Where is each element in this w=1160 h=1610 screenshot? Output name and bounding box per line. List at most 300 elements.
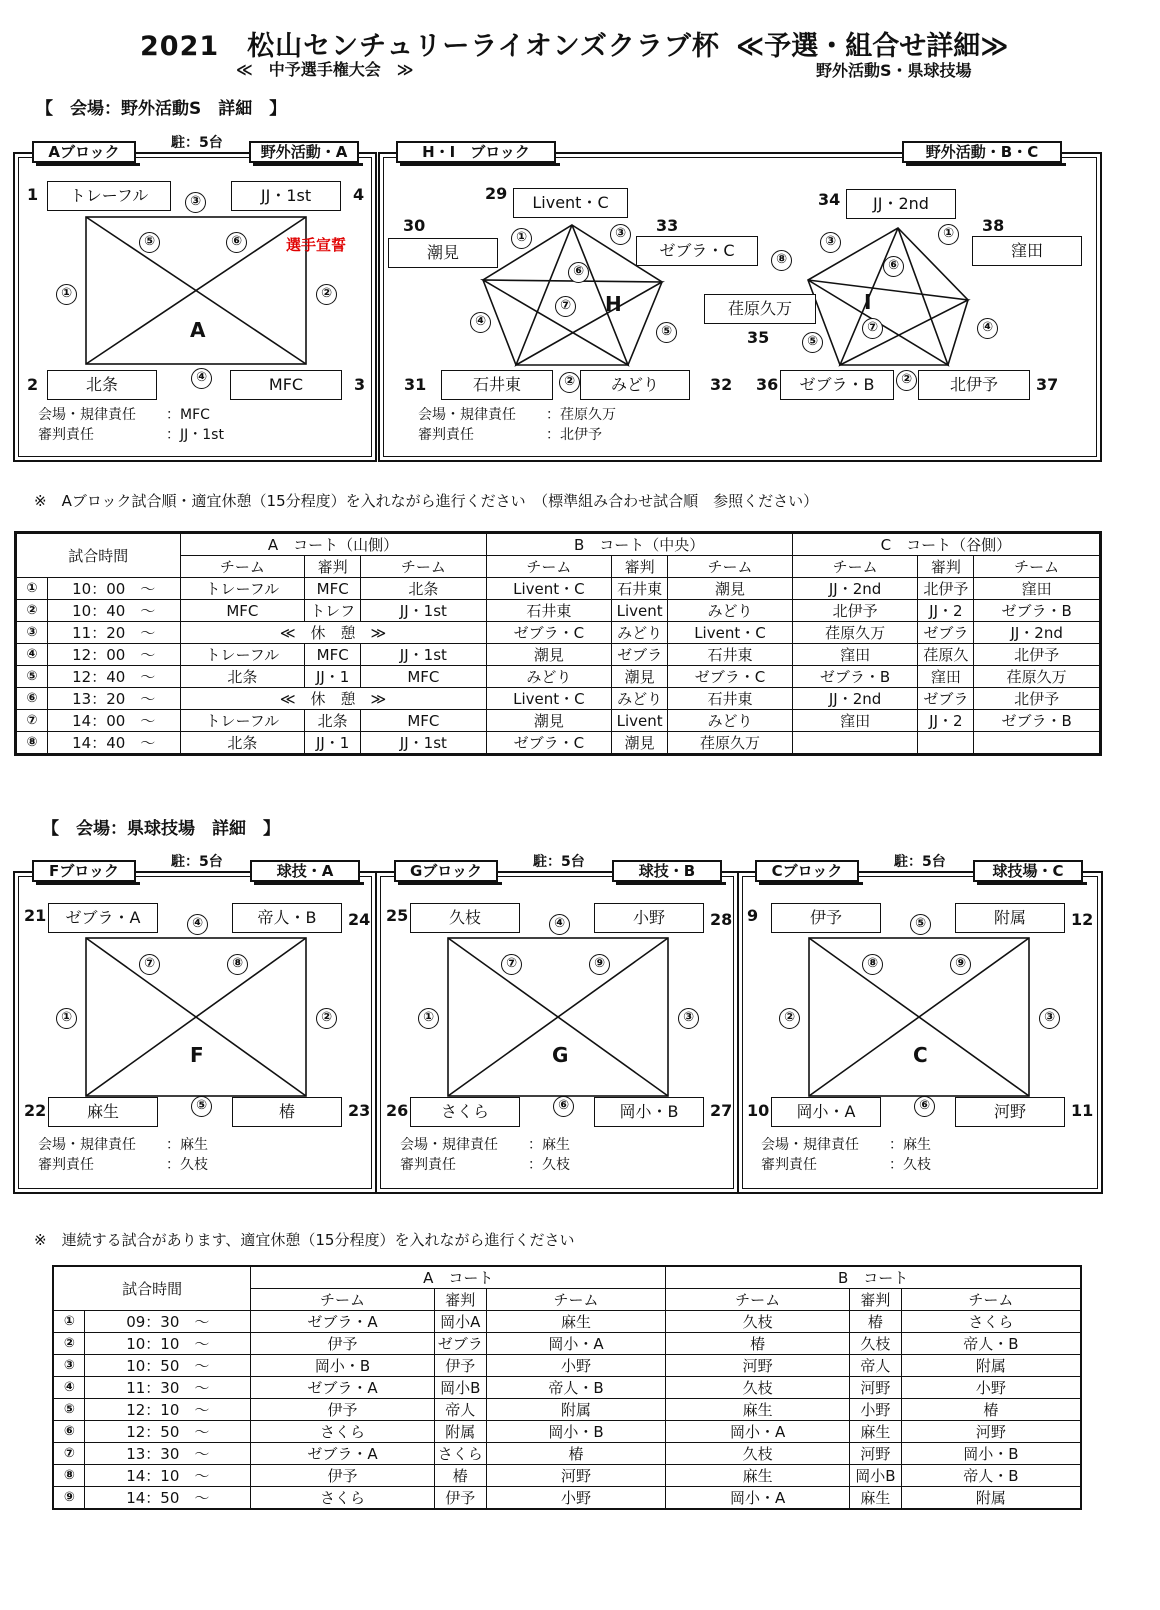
team-box: 北条 — [47, 370, 157, 400]
team-cell: 北条 — [361, 578, 486, 600]
team-number: 2 — [27, 375, 39, 394]
team-number: 38 — [982, 216, 1005, 235]
team-cell: 北伊予 — [974, 688, 1101, 710]
team-number: 11 — [1071, 1101, 1094, 1120]
block-c-court-tag: 球技場・C — [973, 860, 1083, 882]
team-number: 28 — [710, 910, 733, 929]
match-no: ① — [16, 578, 48, 600]
match-no: ⑨ — [53, 1487, 85, 1510]
match-number: ⑦ — [555, 296, 576, 317]
team-cell: MFC — [361, 710, 486, 732]
team-number: 21 — [24, 906, 47, 925]
match-time: 12：00 ～ — [47, 644, 180, 666]
team-number: 25 — [386, 906, 409, 925]
block-f-parking: 駐：5台 — [171, 854, 223, 870]
team-number: 23 — [348, 1101, 371, 1120]
team-cell: 岡小・B — [251, 1355, 435, 1377]
col-header: 審判 — [612, 556, 668, 578]
team-cell: 帝人・B — [486, 1377, 666, 1399]
col-header: チーム — [792, 556, 918, 578]
team-number: 4 — [353, 185, 365, 204]
match-number: ⑥ — [553, 1096, 574, 1117]
team-number: 22 — [24, 1101, 47, 1120]
match-no: ⑥ — [16, 688, 48, 710]
referee-cell: ゼブラ — [434, 1333, 486, 1355]
team-number: 12 — [1071, 910, 1094, 929]
court-header: B コート（中央） — [486, 533, 792, 556]
team-number: 24 — [348, 910, 371, 929]
match-no: ⑤ — [16, 666, 48, 688]
team-cell: 河野 — [486, 1465, 666, 1487]
team-box: 伊予 — [771, 903, 881, 933]
break-cell: ≪ 休 憩 ≫ — [180, 688, 486, 710]
venue1-heading: 【 会場：野外活動S 詳細 】 — [36, 99, 287, 119]
team-number: 32 — [710, 375, 733, 394]
team-cell: ゼブラ・B — [792, 666, 918, 688]
team-cell: トレーフル — [180, 710, 305, 732]
referee-cell: 北伊予 — [918, 578, 974, 600]
referee-cell: JJ・2 — [918, 710, 974, 732]
match-no: ⑥ — [53, 1421, 85, 1443]
team-box: さくら — [410, 1097, 520, 1127]
referee-cell: 麻生 — [849, 1421, 901, 1443]
court-header: C コート（谷側） — [792, 533, 1100, 556]
team-cell: Livent・C — [486, 688, 612, 710]
team-cell: 潮見 — [486, 644, 612, 666]
match-number: ④ — [470, 312, 491, 333]
team-cell: MFC — [180, 600, 305, 622]
match-no: ⑧ — [16, 732, 48, 755]
team-number: 1 — [27, 185, 39, 204]
referee-cell: 椿 — [849, 1311, 901, 1333]
page-title-right: ≪予選・組合せ詳細≫ — [736, 31, 1009, 62]
team-box: 北伊予 — [918, 370, 1030, 400]
referee-cell: 岡小B — [434, 1377, 486, 1399]
team-cell: 帝人・B — [901, 1333, 1081, 1355]
referee-cell: 麻生 — [849, 1487, 901, 1510]
match-number: ⑨ — [950, 954, 971, 975]
match-number: ② — [896, 370, 917, 391]
team-box: JJ・1st — [231, 181, 341, 211]
team-number: 35 — [747, 328, 770, 347]
match-no: ② — [16, 600, 48, 622]
team-cell: 附属 — [486, 1399, 666, 1421]
team-cell: 伊予 — [251, 1465, 435, 1487]
referee-cell: 小野 — [849, 1399, 901, 1421]
team-cell: 小野 — [486, 1355, 666, 1377]
match-number: ② — [779, 1008, 800, 1029]
referee-cell: Livent — [612, 710, 668, 732]
block-f-court-tag: 球技・A — [250, 860, 360, 882]
team-cell: 河野 — [666, 1355, 850, 1377]
team-box: ゼブラ・B — [780, 370, 894, 400]
team-cell: 岡小・A — [486, 1333, 666, 1355]
team-cell: MFC — [361, 666, 486, 688]
match-time: 10：50 ～ — [85, 1355, 251, 1377]
team-box: 麻生 — [48, 1097, 158, 1127]
team-cell: JJ・2nd — [974, 622, 1101, 644]
team-cell: 北伊予 — [974, 644, 1101, 666]
team-number: 10 — [747, 1101, 770, 1120]
referee-cell: MFC — [305, 644, 361, 666]
team-number: 30 — [403, 216, 426, 235]
team-number: 36 — [756, 375, 779, 394]
match-time: 13：20 ～ — [47, 688, 180, 710]
team-number: 33 — [656, 216, 679, 235]
match-time: 10：40 ～ — [47, 600, 180, 622]
team-box: 河野 — [955, 1097, 1065, 1127]
court-header: A コート — [251, 1266, 666, 1289]
col-header: チーム — [666, 1289, 850, 1311]
match-number: ⑦ — [139, 954, 160, 975]
match-number: ⑧ — [771, 250, 792, 271]
team-cell: みどり — [668, 710, 793, 732]
team-cell: 石井東 — [668, 688, 793, 710]
referee-cell: Livent — [612, 600, 668, 622]
referee-cell: さくら — [434, 1443, 486, 1465]
referee-cell: ゼブラ — [612, 644, 668, 666]
block-g-court-tag: 球技・B — [612, 860, 722, 882]
col-header: チーム — [974, 556, 1101, 578]
team-cell: Livent・C — [486, 578, 612, 600]
team-cell: 伊予 — [251, 1333, 435, 1355]
team-cell: さくら — [901, 1311, 1081, 1333]
team-number: 26 — [386, 1101, 409, 1120]
match-time: 09：30 ～ — [85, 1311, 251, 1333]
referee-cell: 河野 — [849, 1443, 901, 1465]
team-cell: 窪田 — [792, 644, 918, 666]
match-number: ⑦ — [862, 318, 883, 339]
team-cell: 帝人・B — [901, 1465, 1081, 1487]
team-cell: 椿 — [666, 1333, 850, 1355]
match-no: ③ — [16, 622, 48, 644]
page-title: 2021 松山センチュリーライオンズクラブ杯 — [140, 31, 720, 62]
block-g-center-label: G — [552, 1043, 569, 1067]
team-cell: ゼブラ・C — [486, 732, 612, 755]
team-cell: 伊予 — [251, 1399, 435, 1421]
referee-cell: 潮見 — [612, 666, 668, 688]
venue1-note: ※ Aブロック試合順・適宜休憩（15分程度）を入れながら進行ください （標準組み合わせ試合順 参照ください） — [34, 492, 819, 510]
match-no: ⑦ — [53, 1443, 85, 1465]
match-number: ⑥ — [568, 262, 589, 283]
team-cell: ゼブラ・A — [251, 1311, 435, 1333]
referee-cell: 荏原久 — [918, 644, 974, 666]
team-cell: ゼブラ・A — [251, 1443, 435, 1465]
referee-cell: 久枝 — [849, 1333, 901, 1355]
match-number: ③ — [678, 1008, 699, 1029]
team-cell: 荏原久万 — [974, 666, 1101, 688]
block-f-tag: Fブロック — [32, 860, 136, 882]
team-cell: 北条 — [180, 666, 305, 688]
match-number: ⑥ — [226, 232, 247, 253]
match-number: ⑥ — [914, 1096, 935, 1117]
match-number: ① — [56, 284, 77, 305]
referee-cell: 伊予 — [434, 1487, 486, 1510]
block-hi-court-tag: 野外活動・B・C — [902, 141, 1062, 163]
referee-cell: MFC — [305, 578, 361, 600]
match-time: 14：10 ～ — [85, 1465, 251, 1487]
match-number: ③ — [185, 192, 206, 213]
referee-cell: 伊予 — [434, 1355, 486, 1377]
team-box: 石井東 — [441, 370, 553, 400]
col-header: チーム — [668, 556, 793, 578]
match-no: ④ — [53, 1377, 85, 1399]
block-hi-tag: H・I ブロック — [396, 141, 556, 163]
match-number: ③ — [820, 232, 841, 253]
team-cell: Livent・C — [668, 622, 793, 644]
court-header: A コート（山側） — [180, 533, 486, 556]
team-cell: みどり — [486, 666, 612, 688]
referee-cell: みどり — [612, 622, 668, 644]
team-cell: ゼブラ・A — [251, 1377, 435, 1399]
referee-cell: 帝人 — [849, 1355, 901, 1377]
match-number: ④ — [549, 914, 570, 935]
team-cell: トレーフル — [180, 644, 305, 666]
team-cell: 岡小・B — [901, 1443, 1081, 1465]
match-time: 11：20 ～ — [47, 622, 180, 644]
team-number: 34 — [818, 190, 841, 209]
match-time: 10：00 ～ — [47, 578, 180, 600]
col-header: チーム — [486, 1289, 666, 1311]
block-i-center-label: I — [864, 290, 872, 314]
referee-cell: 帝人 — [434, 1399, 486, 1421]
team-box: 岡小・B — [594, 1097, 704, 1127]
block-g-tag: Gブロック — [394, 860, 498, 882]
team-cell: 北伊予 — [792, 600, 918, 622]
match-number: ⑥ — [883, 256, 904, 277]
team-cell: さくら — [251, 1421, 435, 1443]
team-cell: 北条 — [180, 732, 305, 755]
referee-cell: JJ・2 — [918, 600, 974, 622]
block-a-responsible: 会場・規律責任 ：MFC 審判責任 ：JJ・1st — [38, 407, 224, 443]
referee-cell: 岡小B — [849, 1465, 901, 1487]
referee-cell: 椿 — [434, 1465, 486, 1487]
match-no: ③ — [53, 1355, 85, 1377]
team-cell: 荏原久万 — [668, 732, 793, 755]
match-time: 12：40 ～ — [47, 666, 180, 688]
referee-cell: みどり — [612, 688, 668, 710]
team-cell: 石井東 — [668, 644, 793, 666]
team-number: 9 — [747, 906, 759, 925]
col-header: 審判 — [918, 556, 974, 578]
team-cell: 岡小・A — [666, 1421, 850, 1443]
match-no: ⑦ — [16, 710, 48, 732]
match-number: ⑤ — [802, 332, 823, 353]
match-time: 14：00 ～ — [47, 710, 180, 732]
referee-cell: 北条 — [305, 710, 361, 732]
team-cell: トレーフル — [180, 578, 305, 600]
referee-cell: 岡小A — [434, 1311, 486, 1333]
team-box: Livent・C — [513, 188, 628, 218]
match-no: ① — [53, 1311, 85, 1333]
block-a-court-tag: 野外活動・A — [249, 141, 359, 163]
time-header: 試合時間 — [16, 533, 181, 578]
match-time: 13：30 ～ — [85, 1443, 251, 1465]
team-cell: 窪田 — [974, 578, 1101, 600]
venue2-heading: 【 会場：県球技場 詳細 】 — [42, 819, 280, 839]
team-cell: JJ・2nd — [792, 688, 918, 710]
team-cell: JJ・1st — [361, 600, 486, 622]
match-number: ⑤ — [656, 322, 677, 343]
referee-cell: ゼブラ — [918, 622, 974, 644]
block-hi-responsible: 会場・規律責任 ：荏原久万 審判責任 ：北伊予 — [418, 407, 616, 443]
block-f-responsible: 会場・規律責任 ：麻生 審判責任 ：久枝 — [38, 1137, 208, 1173]
team-cell: 小野 — [901, 1377, 1081, 1399]
match-no: ⑤ — [53, 1399, 85, 1421]
block-c-parking: 駐：5台 — [894, 854, 946, 870]
referee-cell: 石井東 — [612, 578, 668, 600]
team-box: 椿 — [232, 1097, 342, 1127]
match-number: ⑧ — [862, 954, 883, 975]
team-box: 小野 — [594, 903, 704, 933]
team-box: 附属 — [955, 903, 1065, 933]
referee-cell: JJ・1 — [305, 732, 361, 755]
match-number: ④ — [977, 318, 998, 339]
team-cell: ゼブラ・C — [486, 622, 612, 644]
match-number: ② — [316, 284, 337, 305]
break-cell: ≪ 休 憩 ≫ — [180, 622, 486, 644]
team-box: 荏原久万 — [704, 294, 816, 324]
team-box: 帝人・B — [232, 903, 342, 933]
referee-cell: 窪田 — [918, 666, 974, 688]
col-header: チーム — [361, 556, 486, 578]
team-box: 潮見 — [388, 238, 498, 268]
team-number: 31 — [404, 375, 427, 394]
team-cell: JJ・1st — [361, 644, 486, 666]
team-number: 3 — [354, 375, 366, 394]
match-time: 12：50 ～ — [85, 1421, 251, 1443]
team-box: ゼブラ・C — [636, 236, 758, 266]
match-number: ⑤ — [139, 232, 160, 253]
col-header: 審判 — [305, 556, 361, 578]
team-cell: 小野 — [486, 1487, 666, 1510]
block-a-center-label: A — [190, 318, 206, 342]
team-cell: 久枝 — [666, 1311, 850, 1333]
team-box: みどり — [580, 370, 690, 400]
match-no: ⑧ — [53, 1465, 85, 1487]
referee-cell: ゼブラ — [918, 688, 974, 710]
team-cell: 久枝 — [666, 1443, 850, 1465]
match-number: ① — [511, 228, 532, 249]
match-number: ④ — [187, 914, 208, 935]
team-cell: 麻生 — [486, 1311, 666, 1333]
time-header: 試合時間 — [53, 1266, 251, 1311]
team-cell: 椿 — [486, 1443, 666, 1465]
team-box: 岡小・A — [771, 1097, 881, 1127]
block-h-center-label: H — [605, 292, 622, 316]
block-f-center-label: F — [190, 1043, 204, 1067]
team-cell: 石井東 — [486, 600, 612, 622]
block-a-tag: Aブロック — [32, 141, 136, 163]
team-cell: ゼブラ・B — [974, 600, 1101, 622]
match-time: 10：10 ～ — [85, 1333, 251, 1355]
team-cell: 久枝 — [666, 1377, 850, 1399]
referee-cell: 潮見 — [612, 732, 668, 755]
match-number: ⑦ — [501, 954, 522, 975]
match-time: 14：40 ～ — [47, 732, 180, 755]
team-number: 27 — [710, 1101, 733, 1120]
block-c-center-label: C — [913, 1043, 928, 1067]
referee-cell: JJ・1 — [305, 666, 361, 688]
match-time: 12：10 ～ — [85, 1399, 251, 1421]
col-header: チーム — [486, 556, 612, 578]
match-number: ② — [316, 1008, 337, 1029]
team-cell: 河野 — [901, 1421, 1081, 1443]
team-cell: みどり — [668, 600, 793, 622]
team-cell: 麻生 — [666, 1465, 850, 1487]
team-cell: 附属 — [901, 1487, 1081, 1510]
team-box: 窪田 — [972, 236, 1082, 266]
block-g-parking: 駐：5台 — [533, 854, 585, 870]
referee-cell: 附属 — [434, 1421, 486, 1443]
match-no: ④ — [16, 644, 48, 666]
page-subtitle: ≪ 中予選手権大会 ≫ — [236, 60, 414, 79]
team-cell: 潮見 — [486, 710, 612, 732]
match-no: ② — [53, 1333, 85, 1355]
venues-summary: 野外活動S・県球技場 — [816, 61, 972, 80]
match-number: ① — [56, 1008, 77, 1029]
referee-cell: 河野 — [849, 1377, 901, 1399]
team-box: JJ・2nd — [846, 189, 956, 219]
team-cell: 潮見 — [668, 578, 793, 600]
match-number: ② — [559, 372, 580, 393]
block-c-responsible: 会場・規律責任 ：麻生 審判責任 ：久枝 — [761, 1137, 931, 1173]
match-number: ⑨ — [589, 954, 610, 975]
team-cell: JJ・1st — [361, 732, 486, 755]
match-number: ① — [418, 1008, 439, 1029]
match-number: ① — [938, 224, 959, 245]
match-time: 11：30 ～ — [85, 1377, 251, 1399]
team-cell: ゼブラ・B — [974, 710, 1101, 732]
team-cell: 荏原久万 — [792, 622, 918, 644]
col-header: 審判 — [434, 1289, 486, 1311]
opening-oath-note: 選手宣誓 — [286, 236, 347, 254]
team-cell: JJ・2nd — [792, 578, 918, 600]
team-cell: 岡小・A — [666, 1487, 850, 1510]
referee-cell: トレフ — [305, 600, 361, 622]
venue2-note: ※ 連続する試合があります、適宜休憩（15分程度）を入れながら進行ください — [34, 1231, 575, 1249]
team-cell: ゼブラ・C — [668, 666, 793, 688]
team-number: 29 — [485, 184, 508, 203]
block-a-parking: 駐：5台 — [171, 135, 223, 151]
match-number: ⑤ — [191, 1096, 212, 1117]
team-cell: 窪田 — [792, 710, 918, 732]
col-header: チーム — [901, 1289, 1081, 1311]
team-box: トレーフル — [47, 181, 171, 211]
team-cell: 椿 — [901, 1399, 1081, 1421]
team-box: 久枝 — [410, 903, 520, 933]
team-box: ゼブラ・A — [48, 903, 158, 933]
team-number: 37 — [1036, 375, 1059, 394]
match-number: ③ — [1039, 1008, 1060, 1029]
col-header: チーム — [180, 556, 305, 578]
court-header: B コート — [666, 1266, 1081, 1289]
team-cell: さくら — [251, 1487, 435, 1510]
col-header: チーム — [251, 1289, 435, 1311]
match-number: ⑧ — [227, 954, 248, 975]
team-cell: 麻生 — [666, 1399, 850, 1421]
match-number: ③ — [610, 224, 631, 245]
team-box: MFC — [230, 370, 342, 400]
match-time: 14：50 ～ — [85, 1487, 251, 1510]
match-number: ④ — [191, 368, 212, 389]
team-cell: 岡小・B — [486, 1421, 666, 1443]
col-header: 審判 — [849, 1289, 901, 1311]
team-cell: 附属 — [901, 1355, 1081, 1377]
block-g-responsible: 会場・規律責任 ：麻生 審判責任 ：久枝 — [400, 1137, 570, 1173]
block-c-tag: Cブロック — [755, 860, 859, 882]
match-number: ⑤ — [910, 914, 931, 935]
